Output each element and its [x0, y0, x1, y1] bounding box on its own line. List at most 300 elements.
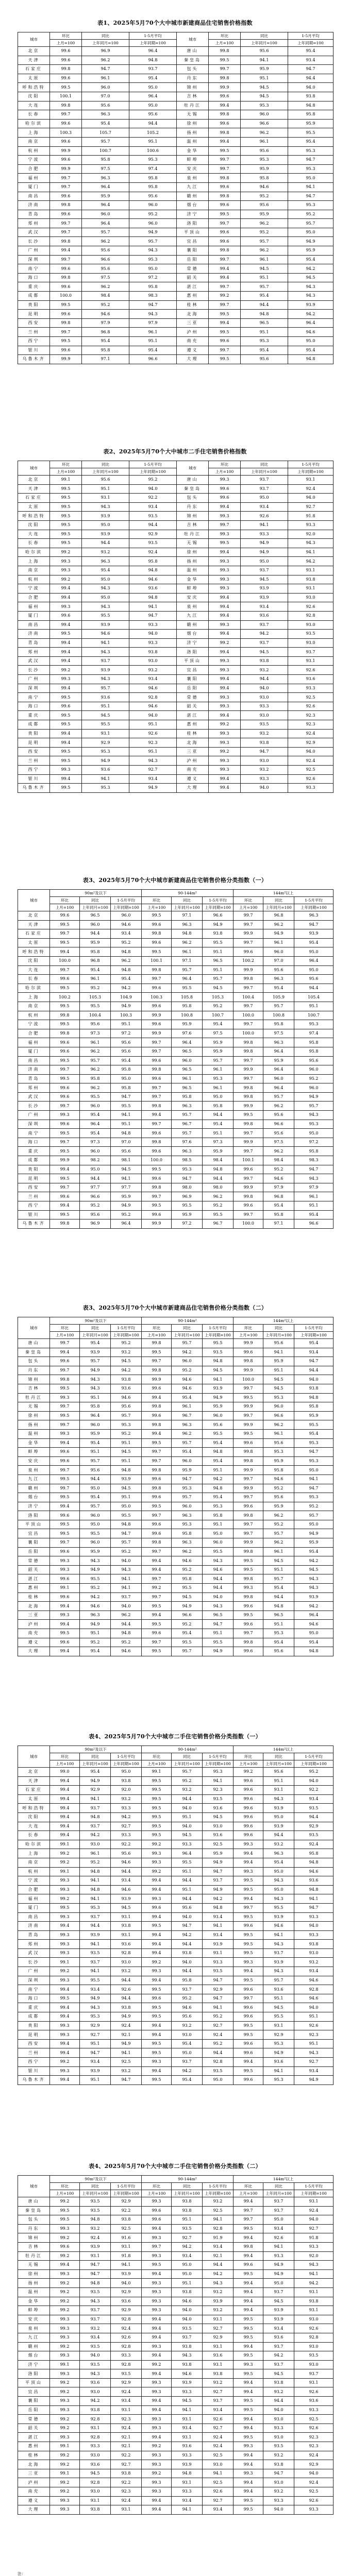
value-yoy: 93.9 — [241, 593, 288, 602]
table-row — [18, 1840, 334, 1849]
value-avg: 96.0 — [294, 1065, 334, 1075]
header-base-yoy: 上年同月=100 — [172, 904, 203, 911]
value-mom: 99.2 — [50, 2460, 80, 2469]
value-yoy: 95.6 — [263, 1339, 294, 1348]
value-avg: 96.0 — [129, 201, 177, 210]
value-yoy: 93.7 — [241, 476, 288, 485]
value-avg: 92.3 — [129, 738, 177, 748]
value-yoy: 95.7 — [172, 1493, 203, 1502]
value-mom: 99.5 — [50, 720, 82, 730]
value-mom: 99.6 — [142, 1174, 172, 1183]
header-mom: 环比 — [234, 2183, 263, 2190]
value-mom: 99.6 — [142, 1520, 172, 1529]
value-yoy: 94.3 — [80, 2003, 111, 2012]
value-mom: 100.1 — [50, 92, 82, 101]
table-row — [18, 2333, 334, 2342]
table-row — [18, 1466, 334, 1475]
value-mom: 99.5 — [142, 1348, 172, 1357]
header-group-large: 144m²以上 — [234, 890, 334, 897]
value-yoy: 95.6 — [241, 47, 288, 56]
header-base-mom: 上月=100 — [142, 1332, 172, 1339]
value-mom: 99.3 — [209, 620, 241, 630]
value-yoy: 95.0 — [241, 557, 288, 566]
value-mom: 99.7 — [209, 520, 241, 530]
value-yoy: 94.5 — [241, 648, 288, 657]
value-mom: 99.3 — [209, 702, 241, 711]
value-yoy: 93.2 — [263, 2451, 294, 2460]
table-row — [18, 47, 334, 56]
value-avg: 95.3 — [294, 1438, 334, 1448]
city-name: 桂林 — [177, 300, 209, 310]
value-mom: 99.5 — [50, 1475, 80, 1484]
value-mom: 99.5 — [50, 984, 80, 993]
value-mom: 100.2 — [50, 993, 80, 1002]
value-mom: 99.7 — [234, 2215, 263, 2225]
value-mom: 99.2 — [209, 292, 241, 301]
value-yoy: 96.0 — [80, 1420, 111, 1430]
value-avg: 95.0 — [294, 1629, 334, 1638]
value-avg: 95.3 — [294, 1493, 334, 1502]
table-row — [18, 1647, 334, 1656]
value-avg: 94.4 — [129, 520, 177, 530]
city-name: 南昌 — [18, 192, 50, 201]
header-base-mom: 上月=100 — [234, 2190, 263, 2197]
value-avg: 95.5 — [203, 1210, 234, 1219]
value-avg: 94.3 — [129, 310, 177, 319]
value-yoy: 95.0 — [241, 494, 288, 503]
city-name: 洛阳 — [177, 219, 209, 228]
value-mom: 99.4 — [209, 602, 241, 612]
city-name: 济南 — [18, 201, 50, 210]
city-name: 深圳 — [18, 255, 50, 264]
value-yoy: 95.1 — [172, 1867, 203, 1876]
table-row — [18, 539, 334, 548]
value-mom: 99.1 — [50, 2442, 80, 2451]
table-row — [18, 1002, 334, 1011]
value-yoy: 93.3 — [263, 2424, 294, 2433]
city-name: 三亚 — [177, 318, 209, 328]
value-yoy: 95.3 — [241, 337, 288, 346]
city-name: 北海 — [18, 2460, 50, 2469]
value-yoy: 94.9 — [241, 548, 288, 557]
value-avg: 94.2 — [294, 2279, 334, 2288]
value-avg: 93.6 — [111, 1384, 142, 1393]
city-name: 九江 — [177, 611, 209, 620]
value-yoy: 93.9 — [82, 512, 129, 521]
value-mom: 99.5 — [142, 1201, 172, 1211]
value-mom: 99.7 — [234, 1493, 263, 1502]
city-name: 长春 — [18, 975, 50, 984]
value-mom: 99.3 — [234, 1867, 263, 1876]
header-base-yoy: 上年同月=100 — [263, 904, 294, 911]
value-avg: 92.9 — [294, 2460, 334, 2469]
header-mom: 环比 — [50, 897, 80, 904]
value-mom: 99.8 — [234, 1357, 263, 1366]
value-avg: 96.5 — [203, 956, 234, 965]
table-row — [18, 1812, 334, 1822]
value-avg: 93.1 — [294, 2306, 334, 2315]
table-row — [18, 512, 334, 521]
header-base-avg: 上年同期=100 — [294, 1760, 334, 1768]
value-mom: 99.4 — [209, 502, 241, 512]
value-mom: 99.7 — [234, 920, 263, 929]
value-mom: 99.5 — [50, 1174, 80, 1183]
value-avg: 94.6 — [129, 684, 177, 693]
value-yoy: 94.3 — [172, 2351, 203, 2361]
city-name: 西宁 — [18, 1201, 50, 1211]
value-yoy: 94.5 — [263, 2003, 294, 2012]
value-yoy: 96.9 — [82, 47, 129, 56]
city-name: 长沙 — [18, 1101, 50, 1111]
value-yoy: 94.1 — [80, 1894, 111, 1904]
header-mom: 环比 — [50, 461, 82, 468]
value-mom: 99.5 — [234, 2433, 263, 2442]
value-avg: 95.7 — [294, 1101, 334, 1111]
value-mom: 99.5 — [209, 210, 241, 219]
value-yoy: 97.1 — [263, 1219, 294, 1229]
value-mom: 99.6 — [234, 947, 263, 957]
value-mom: 99.3 — [142, 1894, 172, 1904]
table-row — [18, 1201, 334, 1211]
value-avg: 95.4 — [111, 975, 142, 984]
value-yoy: 93.7 — [80, 1958, 111, 1967]
value-mom: 99.8 — [50, 1219, 80, 1229]
value-avg: 95.1 — [294, 2039, 334, 2048]
value-mom: 99.6 — [142, 1002, 172, 1011]
table-row — [18, 1958, 334, 1967]
value-avg: 94.1 — [294, 1894, 334, 1904]
value-yoy: 95.7 — [82, 684, 129, 693]
value-mom: 99.4 — [50, 593, 82, 602]
table-row — [18, 2469, 334, 2478]
value-mom: 99.4 — [50, 2003, 80, 2012]
value-mom: 99.7 — [50, 1339, 80, 1348]
header-yoy: 同比 — [80, 1325, 111, 1332]
value-yoy: 93.3 — [172, 1840, 203, 1849]
value-avg: 93.1 — [111, 1930, 142, 1940]
value-avg: 93.8 — [294, 1940, 334, 1949]
value-yoy: 96.0 — [80, 1538, 111, 1548]
value-yoy: 94.6 — [172, 1375, 203, 1384]
value-yoy: 94.3 — [80, 2297, 111, 2306]
table-row — [18, 1794, 334, 1804]
value-avg: 93.9 — [111, 1894, 142, 1904]
value-yoy: 95.2 — [172, 1620, 203, 1629]
value-mom: 99.7 — [50, 219, 82, 228]
value-mom: 99.7 — [142, 1574, 172, 1584]
value-mom: 99.5 — [50, 1629, 80, 1638]
value-avg: 95.0 — [129, 264, 177, 274]
value-yoy: 94.3 — [80, 1556, 111, 1566]
value-mom: 99.6 — [209, 494, 241, 503]
city-name: 济南 — [18, 630, 50, 639]
value-avg: 94.8 — [203, 1903, 234, 1912]
value-mom: 99.6 — [234, 1620, 263, 1629]
value-avg: 95.3 — [288, 164, 334, 174]
table-row — [18, 1129, 334, 1138]
value-mom: 99.7 — [234, 1147, 263, 1156]
value-mom: 99.3 — [50, 1948, 80, 1958]
city-name: 常德 — [18, 2415, 50, 2424]
value-yoy: 95.5 — [172, 1638, 203, 1647]
city-name: 南昌 — [18, 1912, 50, 1922]
value-yoy: 95.6 — [80, 1466, 111, 1475]
value-yoy: 94.5 — [172, 2397, 203, 2406]
value-avg: 94.2 — [203, 1894, 234, 1904]
table-row — [18, 2505, 334, 2515]
city-name: 南京 — [18, 137, 50, 146]
value-yoy: 95.8 — [263, 1466, 294, 1475]
value-avg: 93.2 — [203, 2287, 234, 2297]
table-row — [18, 346, 334, 355]
city-name: 锦州 — [18, 1375, 50, 1384]
value-avg: 92.8 — [129, 693, 177, 702]
value-mom: 99.5 — [234, 2269, 263, 2279]
table-row — [18, 648, 334, 657]
value-avg: 93.0 — [203, 1822, 234, 1831]
header-city: 城市 — [18, 890, 50, 911]
header-avg: 1-5月平均 — [129, 461, 177, 468]
value-avg: 95.4 — [288, 47, 334, 56]
value-mom: 99.3 — [209, 566, 241, 575]
value-mom: 99.8 — [50, 273, 82, 282]
table-row — [18, 1858, 334, 1867]
value-avg: 94.1 — [111, 2261, 142, 2270]
value-mom: 99.5 — [234, 1948, 263, 1958]
value-avg: 94.7 — [294, 1903, 334, 1912]
value-avg: 92.9 — [203, 2333, 234, 2342]
table-row — [18, 1411, 334, 1420]
value-mom: 99.2 — [142, 1867, 172, 1876]
value-avg: 92.4 — [111, 2496, 142, 2505]
header-base-avg: 上年同期=100 — [294, 1332, 334, 1339]
value-mom: 99.2 — [50, 2478, 80, 2487]
city-name: 三亚 — [177, 747, 209, 756]
value-avg: 96.4 — [129, 92, 177, 101]
value-avg: 95.4 — [294, 938, 334, 947]
value-yoy: 93.7 — [80, 2315, 111, 2324]
value-yoy: 95.6 — [80, 1210, 111, 1219]
value-yoy: 95.2 — [172, 1776, 203, 1786]
value-avg: 94.8 — [288, 355, 334, 364]
value-yoy: 95.3 — [263, 1629, 294, 1638]
header-base-avg: 上年同期=100 — [111, 1332, 142, 1339]
value-mom: 99.2 — [50, 548, 82, 557]
value-mom: 99.8 — [234, 1574, 263, 1584]
value-yoy: 95.1 — [172, 1885, 203, 1894]
value-yoy: 95.3 — [263, 1448, 294, 1457]
value-yoy: 93.0 — [80, 2487, 111, 2497]
value-yoy: 93.1 — [172, 2415, 203, 2424]
value-mom: 99.4 — [234, 2415, 263, 2424]
value-mom: 99.6 — [234, 1985, 263, 1994]
value-yoy: 94.4 — [172, 1940, 203, 1949]
value-mom: 99.6 — [142, 2215, 172, 2225]
city-name: 杭州 — [18, 1011, 50, 1020]
value-avg: 93.5 — [294, 2351, 334, 2361]
city-name: 深圳 — [18, 1120, 50, 1129]
value-mom: 99.6 — [50, 1092, 80, 1101]
value-avg: 94.3 — [288, 282, 334, 292]
value-avg: 94.0 — [294, 1776, 334, 1786]
value-yoy: 96.2 — [82, 237, 129, 246]
value-avg: 105.2 — [129, 128, 177, 138]
table-row — [18, 1056, 334, 1065]
value-yoy: 95.0 — [172, 2048, 203, 2058]
city-name: 成都 — [18, 2012, 50, 2022]
value-avg: 93.8 — [294, 1384, 334, 1393]
value-mom: 99.7 — [234, 1629, 263, 1638]
value-mom: 99.8 — [142, 1538, 172, 1548]
value-yoy: 100.4 — [80, 1011, 111, 1020]
header-yoy: 同比 — [241, 461, 288, 468]
value-yoy: 96.1 — [80, 1038, 111, 1047]
table-row — [18, 2066, 334, 2076]
value-avg: 92.8 — [203, 2224, 234, 2233]
value-yoy: 94.2 — [80, 2397, 111, 2406]
value-yoy: 95.7 — [241, 282, 288, 292]
value-mom: 99.5 — [234, 1565, 263, 1574]
city-name: 哈尔滨 — [18, 984, 50, 993]
value-yoy: 94.4 — [80, 1174, 111, 1183]
table-row — [18, 110, 334, 120]
header-mom: 环比 — [142, 1325, 172, 1332]
value-yoy: 94.3 — [263, 1876, 294, 1886]
value-yoy: 95.6 — [263, 1129, 294, 1138]
value-yoy: 95.4 — [172, 2039, 203, 2048]
value-mom: 99.4 — [209, 593, 241, 602]
table-row — [18, 1547, 334, 1556]
table-row — [18, 2003, 334, 2012]
city-name: 北京 — [18, 911, 50, 921]
value-avg: 93.4 — [203, 2505, 234, 2515]
value-mom: 99.3 — [142, 2233, 172, 2243]
header-group-small: 90m²及以下 — [50, 1746, 142, 1753]
header-mom: 环比 — [50, 1325, 80, 1332]
value-avg: 93.0 — [129, 656, 177, 666]
value-yoy: 94.0 — [241, 784, 288, 793]
value-yoy: 96.2 — [263, 1420, 294, 1430]
value-yoy: 94.2 — [172, 2066, 203, 2076]
value-avg: 94.3 — [294, 1574, 334, 1584]
value-avg: 94.5 — [203, 984, 234, 993]
value-yoy: 93.7 — [82, 656, 129, 666]
value-mom: 99.5 — [142, 911, 172, 921]
city-name: 襄阳 — [177, 675, 209, 684]
value-avg: 94.1 — [203, 2003, 234, 2012]
city-name: 北海 — [177, 310, 209, 319]
table-row — [18, 2224, 334, 2233]
value-yoy: 96.2 — [80, 1047, 111, 1056]
city-name: 包头 — [18, 2215, 50, 2225]
value-yoy: 93.7 — [80, 1912, 111, 1922]
city-name: 深圳 — [18, 684, 50, 693]
value-yoy: 95.3 — [263, 1393, 294, 1402]
city-name: 金华 — [177, 575, 209, 584]
value-mom: 99.2 — [142, 1958, 172, 1967]
value-avg: 97.5 — [203, 1029, 234, 1038]
value-avg: 95.0 — [294, 1129, 334, 1138]
value-mom: 99.6 — [50, 264, 82, 274]
value-yoy: 95.9 — [80, 1547, 111, 1556]
value-mom: 100.2 — [234, 956, 263, 965]
value-avg: 94.2 — [288, 310, 334, 319]
city-name: 南宁 — [18, 1129, 50, 1138]
table-row — [18, 355, 334, 364]
table-row — [18, 584, 334, 594]
table-row — [18, 2048, 334, 2058]
city-name: 遵义 — [177, 774, 209, 784]
value-avg: 92.7 — [203, 2324, 234, 2333]
value-avg: 92.0 — [111, 1786, 142, 1795]
value-yoy: 95.0 — [80, 1165, 111, 1174]
value-avg: 94.7 — [203, 1994, 234, 2003]
table-row — [18, 711, 334, 720]
value-yoy: 94.7 — [80, 2269, 111, 2279]
value-avg: 95.9 — [203, 1849, 234, 1858]
value-avg: 94.9 — [203, 1858, 234, 1867]
city-name: 金华 — [18, 1438, 50, 1448]
value-avg: 94.7 — [203, 1867, 234, 1876]
value-mom: 99.3 — [50, 2324, 80, 2333]
header-avg: 1-5月平均 — [288, 461, 334, 468]
city-name: 太原 — [18, 502, 50, 512]
value-yoy: 96.2 — [82, 56, 129, 65]
value-yoy: 93.6 — [80, 2460, 111, 2469]
value-yoy: 93.1 — [172, 2433, 203, 2442]
table-row — [18, 1849, 334, 1858]
header-city: 城市 — [177, 32, 209, 47]
value-avg: 95.5 — [203, 1638, 234, 1647]
value-mom: 99.9 — [234, 1138, 263, 1147]
value-yoy: 95.1 — [241, 328, 288, 337]
value-mom: 99.5 — [50, 1411, 80, 1420]
value-yoy: 95.0 — [172, 2269, 203, 2279]
value-mom: 99.5 — [234, 1930, 263, 1940]
city-name: 济宁 — [18, 2360, 50, 2369]
value-yoy: 95.8 — [80, 947, 111, 957]
value-yoy: 95.4 — [80, 1493, 111, 1502]
value-mom: 99.3 — [209, 530, 241, 539]
value-mom: 99.3 — [50, 566, 82, 575]
city-name: 济宁 — [18, 1502, 50, 1511]
value-avg: 92.7 — [203, 2496, 234, 2505]
value-avg: 95.7 — [203, 1056, 234, 1065]
value-avg: 96.6 — [294, 1219, 334, 1229]
value-mom: 99.4 — [142, 1556, 172, 1566]
value-avg: 97.9 — [294, 1183, 334, 1192]
value-yoy: 96.0 — [80, 1101, 111, 1111]
value-avg: 93.3 — [203, 1958, 234, 1967]
table-row — [18, 638, 334, 648]
value-yoy: 96.5 — [172, 1083, 203, 1093]
value-yoy: 95.5 — [263, 2012, 294, 2022]
value-yoy: 96.3 — [82, 174, 129, 183]
header-base-yoy: 上年同月=100 — [82, 40, 129, 47]
value-yoy: 94.1 — [241, 520, 288, 530]
value-yoy: 93.9 — [82, 530, 129, 539]
table-row — [18, 1047, 334, 1056]
value-avg: 94.3 — [294, 1174, 334, 1183]
table-row — [18, 1584, 334, 1593]
value-avg: 93.1 — [203, 2360, 234, 2369]
value-mom: 99.2 — [50, 2342, 80, 2351]
value-yoy: 96.2 — [263, 1511, 294, 1520]
value-mom: 99.5 — [50, 337, 82, 346]
value-yoy: 93.8 — [263, 2378, 294, 2387]
value-yoy: 95.6 — [172, 2012, 203, 2022]
city-name: 南宁 — [18, 264, 50, 274]
